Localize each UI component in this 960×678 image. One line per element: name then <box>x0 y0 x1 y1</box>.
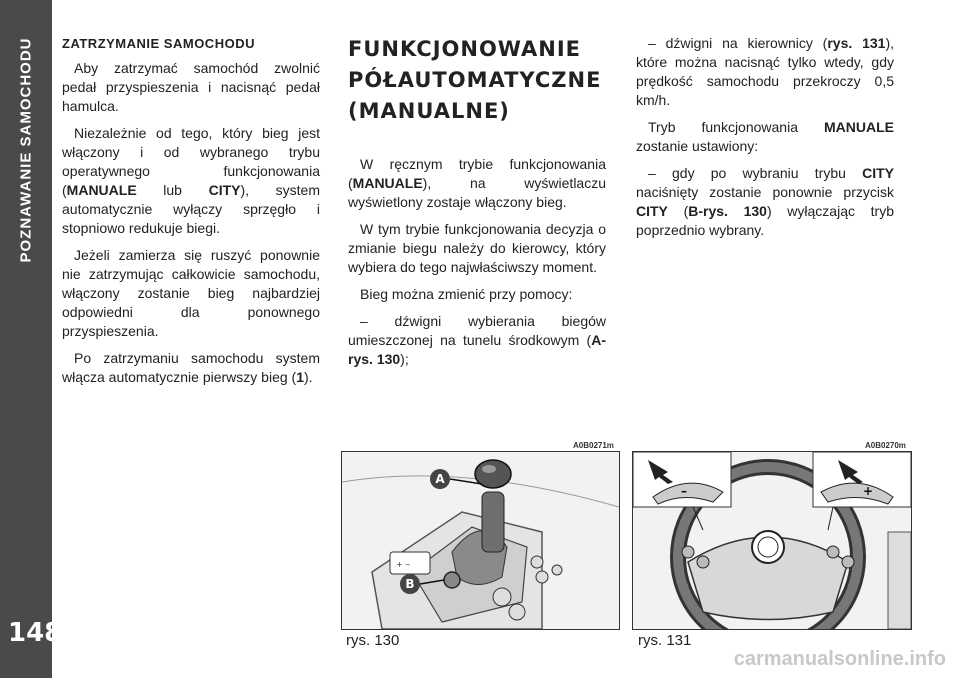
section-heading-stopping: ZATRZYMANIE SAMOCHODU <box>62 36 255 51</box>
svg-text:+ ‒: + ‒ <box>396 560 411 569</box>
figure-code: A0B0271m <box>573 441 614 450</box>
column-stopping <box>62 34 320 395</box>
gear-lever-illustration <box>342 452 619 629</box>
section-heading-manual: FUNKCJONOWANIE PÓŁAUTOMATYCZNE (MANUALNE) <box>348 37 602 123</box>
paragraph: Po zatrzymaniu samochodu system włącza automatycznie pierwszy bieg (1). <box>62 350 320 385</box>
svg-text:–: – <box>681 484 687 498</box>
figure-gear-lever <box>341 451 620 630</box>
svg-text:B: B <box>405 577 415 591</box>
paragraph: Niezależnie od tego, który bieg jest włączony i od wybranego trybu operatywnego funkcjonowania (MANUALE lub CITY), system automatycznie wyłączy sprzęgło i stopniowo redukuje biegi. <box>62 125 320 236</box>
figure-code: A0B0270m <box>865 441 906 450</box>
paragraph: Tryb funkcjonowania MANUALE zostanie ustawiony: <box>636 119 894 154</box>
figure-steering-wheel <box>632 451 912 630</box>
figure-caption: rys. 131 <box>638 632 692 649</box>
paragraph: Aby zatrzymać samochód zwolnić pedał przyspieszenia i nacisnąć pedał hamulca. <box>62 60 320 114</box>
svg-text:A: A <box>435 472 445 486</box>
watermark: carmanualsonline.info <box>733 648 946 670</box>
paragraph: Bieg można zmienić przy pomocy: <box>360 286 573 302</box>
section-title <box>0 0 52 300</box>
sidebar <box>0 0 63 678</box>
figure-caption: rys. 130 <box>346 632 400 649</box>
svg-text:+: + <box>863 484 874 498</box>
page-number: 148 <box>8 618 63 648</box>
column-manual-cont <box>636 34 894 248</box>
paragraph: W ręcznym trybie funkcjonowania (MANUALE), na wyświetlaczu wyświetlony zostaje włączony bieg. <box>348 156 606 210</box>
paragraph: – dźwigni na kierownicy (rys. 131), które można nacisnąć tylko wtedy, gdy prędkość samochodu przekroczy 0,5 km/h. <box>636 35 894 108</box>
paragraph: W tym trybie funkcjonowania decyzja o zmianie biegu należy do kierowcy, który wybiera do tego najwłaściwszy moment. <box>348 221 606 275</box>
column-manual-mode <box>348 34 606 377</box>
section-title-text: POZNAWANIE SAMOCHODU <box>17 37 35 263</box>
paragraph: – dźwigni wybierania biegów umieszczonej na tunelu środkowym (A-rys. 130); <box>348 313 606 367</box>
paragraph: Jeżeli zamierza się ruszyć ponownie nie zatrzymując całkowicie samochodu, włączony zostanie bieg najbardziej odpowiedni dla ponownego przyspieszenia. <box>62 247 320 339</box>
paragraph: – gdy po wybraniu trybu CITY naciśnięty zostanie ponownie przycisk CITY (B-rys. 130) wyłączając tryb poprzednio wybrany. <box>636 165 894 238</box>
steering-wheel-illustration <box>633 452 911 629</box>
